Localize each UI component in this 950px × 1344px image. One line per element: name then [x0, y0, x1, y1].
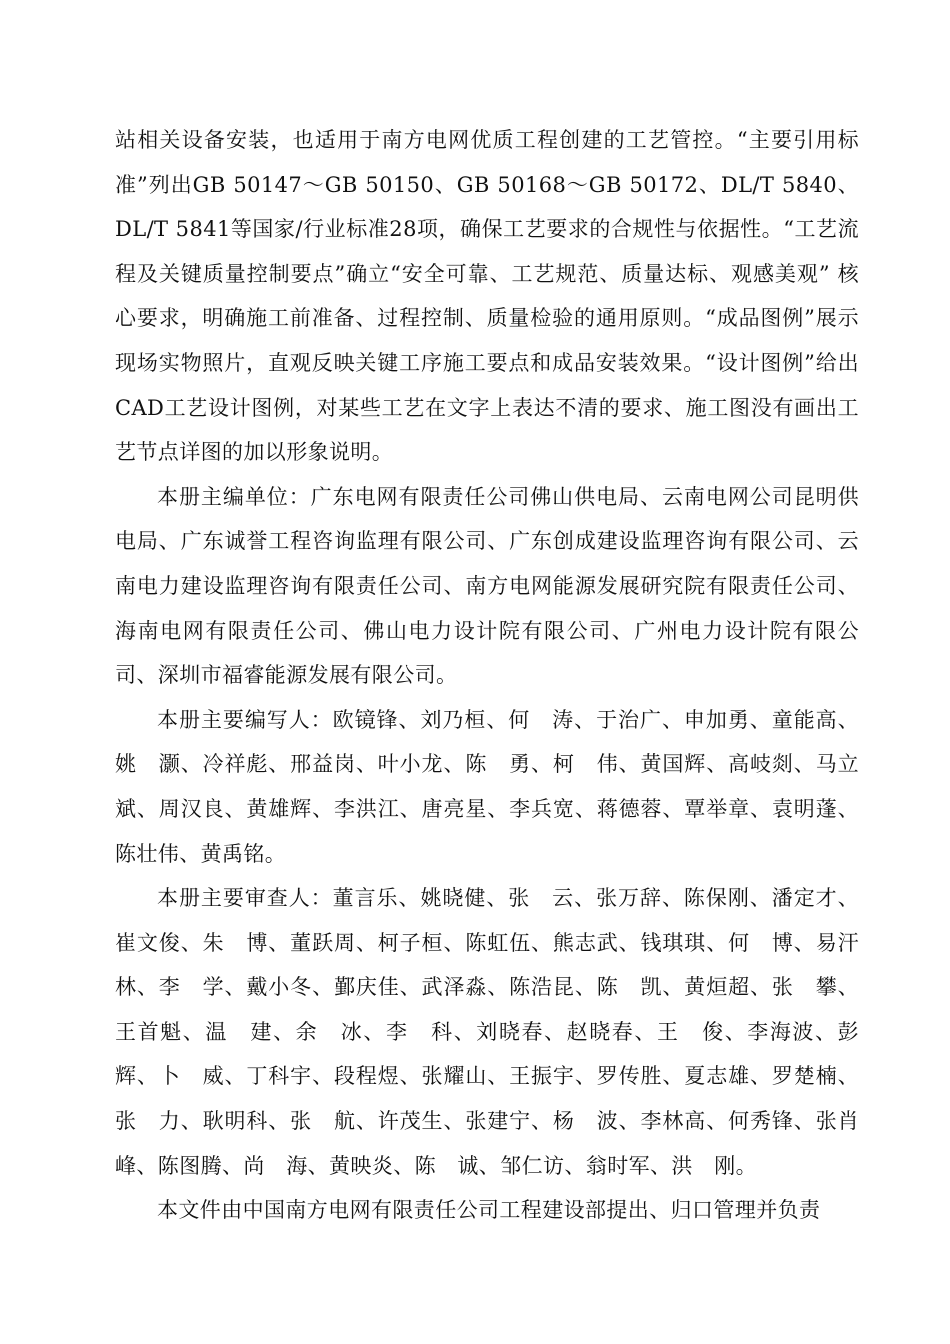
paragraph-main-writers: 本册主要编写人：欧镜锋、刘乃桓、何 涛、于治广、申加勇、童能高、姚 灏、冷祥彪、邢益岗、叶小龙、陈 勇、柯 伟、黄国辉、高岐剡、马立斌、周汉良、黄雄辉、李洪江、唐亮星、李兵宽、蒋德蓉、覃举章、袁明蓬、陈壮伟、黄禹铭。 [115, 707, 859, 866]
paragraph-chief-editors: 本册主编单位：广东电网有限责任公司佛山供电局、云南电网公司昆明供电局、广东诚誉工程咨询监理有限公司、广东创成建设监理咨询有限公司、云南电力建设监理咨询有限责任公司、南方电网能源发展研究院有限责任公司、海南电网有限责任公司、佛山电力设计院有限公司、广州电力设计院有限公司、深圳市福睿能源发展有限公司。 [115, 484, 859, 688]
paragraph-scope-continuation: 站相关设备安装，也适用于南方电网优质工程创建的工艺管控。“主要引用标准”列出GB 50147～GB 50150、GB 50168～GB 50172、DL/T 5840、DL/T 5841等国家/行业标准28项，确保工艺要求的合规性与依据性。“工艺流程及关键质量控制要点”确立“安全可靠、工艺规范、质量达标、观感美观” 核心要求，明确施工前准备、过程控制、质量检验的通用原则。“成品图例”展示现场实物照片，直观反映关键工序施工要点和成品安装效果。“设计图例”给出CAD工艺设计图例，对某些工艺在文字上表达不清的要求、施工图没有画出工艺节点详图的加以形象说明。 [115, 128, 859, 465]
document-body [115, 118, 881, 1233]
paragraph-main-reviewers: 本册主要审查人：董言乐、姚晓健、张 云、张万辞、陈保刚、潘定才、崔文俊、朱 博、董跃周、柯子桓、陈虹伍、熊志武、钱琪琪、何 博、易汗林、李 学、戴小冬、鄞庆佳、武泽淼、陈浩昆、陈 凯、黄烜超、张 攀、王首魁、温 建、余 冰、李 科、刘晓春、赵晓春、王 俊、李海波、彭 辉、卜 威、丁科宇、段程煜、张耀山、王振宇、罗传胜、夏志雄、罗楚楠、张 力、耿明科、张 航、许茂生、张建宁、杨 波、李林高、何秀锋、张肖峰、陈图腾、尚 海、黄映炎、陈 诚、邹仁访、翁时军、洪 刚。 [115, 886, 881, 1178]
paragraph-proposer: 本文件由中国南方电网有限责任公司工程建设部提出、归口管理并负责 [157, 1198, 821, 1223]
